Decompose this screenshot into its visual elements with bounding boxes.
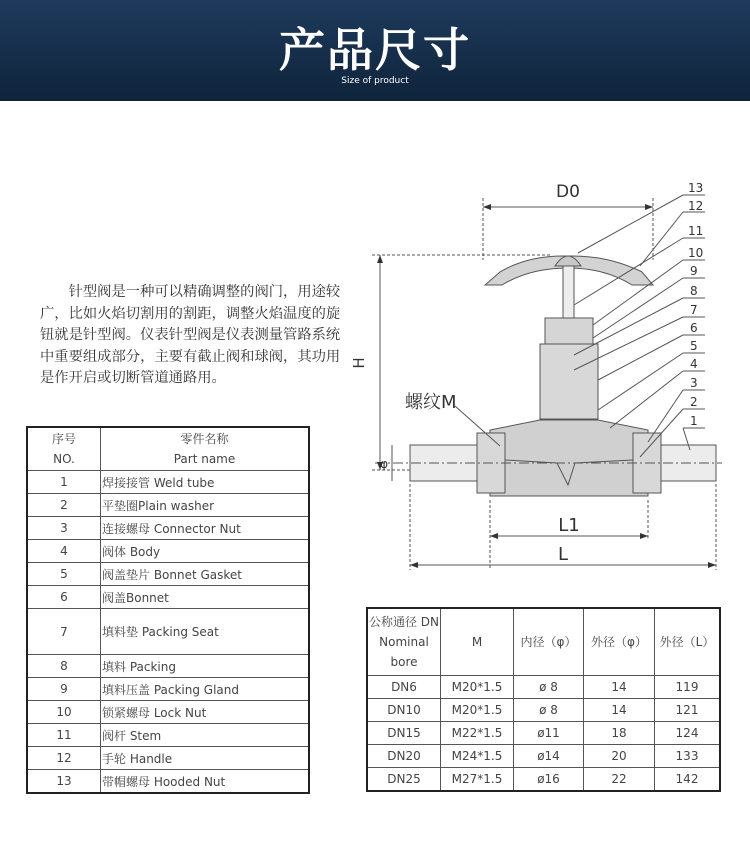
spec-header-inner: 内径（φ） bbox=[514, 608, 584, 676]
part-no: 1 bbox=[27, 471, 101, 494]
spec-header-outer: 外径（φ） bbox=[584, 608, 655, 676]
callout-6: 6 bbox=[690, 321, 698, 335]
part-no: 10 bbox=[27, 701, 101, 724]
part-no: 11 bbox=[27, 724, 101, 747]
spec-header-length: 外径（L） bbox=[655, 608, 721, 676]
cell-inner: ø16 bbox=[514, 768, 584, 792]
cell-inner: ø 8 bbox=[514, 676, 584, 699]
l-arrow-right bbox=[708, 562, 716, 568]
cell-inner: ø 8 bbox=[514, 699, 584, 722]
cell-dn: DN20 bbox=[367, 745, 441, 768]
cell-inner: ø14 bbox=[514, 745, 584, 768]
table-row bbox=[27, 517, 309, 540]
part-no: 13 bbox=[27, 770, 101, 794]
cell-inner: ø11 bbox=[514, 722, 584, 745]
intro-paragraph: 针型阀是一种可以精确调整的阀门，用途较广，比如火焰切割用的割距，调整火焰温度的旋钮就是针型阀。仪表针型阀是仪表测量管路系统中重要组成部分，主要有截止阀和球阀，其功用是作开启或切断管道通路用。 bbox=[40, 284, 341, 386]
part-no: 5 bbox=[27, 563, 101, 586]
l1-arrow-right bbox=[640, 533, 648, 539]
part-name: 阀盖Bonnet bbox=[101, 586, 310, 609]
spec-header-m: M bbox=[441, 608, 514, 676]
cell-length: 121 bbox=[655, 699, 721, 722]
table-row bbox=[27, 724, 309, 747]
header-dn-line2: Nominal bbox=[379, 635, 429, 649]
page-title: 产品尺寸 bbox=[279, 23, 471, 77]
cell-length: 124 bbox=[655, 722, 721, 745]
part-name: 阀杆 Stem bbox=[101, 724, 310, 747]
table-row bbox=[27, 678, 309, 701]
cell-outer: 14 bbox=[584, 699, 655, 722]
part-name: 填料垫 Packing Seat bbox=[101, 609, 310, 655]
part-name: 阀盖垫片 Bonnet Gasket bbox=[101, 563, 310, 586]
part-name: 平垫圈Plain washer bbox=[101, 494, 310, 517]
table-row bbox=[27, 540, 309, 563]
cell-m: M22*1.5 bbox=[441, 722, 514, 745]
part-name: 焊接接管 Weld tube bbox=[101, 471, 310, 494]
cell-dn: DN25 bbox=[367, 768, 441, 792]
callout-line bbox=[610, 371, 683, 428]
table-row bbox=[27, 655, 309, 678]
l1-label: L1 bbox=[558, 515, 580, 536]
cell-dn: DN6 bbox=[367, 676, 441, 699]
part-no: 6 bbox=[27, 586, 101, 609]
callout-3: 3 bbox=[690, 376, 698, 390]
callout-13: 13 bbox=[688, 181, 704, 195]
cell-outer: 14 bbox=[584, 676, 655, 699]
cell-dn: DN15 bbox=[367, 722, 441, 745]
part-no: 2 bbox=[27, 494, 101, 517]
table-row bbox=[367, 745, 720, 768]
callout-line bbox=[598, 335, 683, 380]
part-no: 7 bbox=[27, 609, 101, 655]
callout-line bbox=[578, 195, 683, 253]
table-row bbox=[27, 586, 309, 609]
header-banner bbox=[0, 0, 750, 101]
callout-line bbox=[593, 278, 683, 338]
cell-length: 142 bbox=[655, 768, 721, 792]
bonnet bbox=[540, 344, 598, 419]
table-row bbox=[367, 699, 720, 722]
h-label: H bbox=[350, 357, 368, 369]
cell-outer: 18 bbox=[584, 722, 655, 745]
cell-dn: DN10 bbox=[367, 699, 441, 722]
table-row bbox=[27, 471, 309, 494]
table-row bbox=[367, 722, 720, 745]
table-row bbox=[27, 494, 309, 517]
l-arrow-left bbox=[410, 562, 418, 568]
d0-label: D0 bbox=[556, 182, 580, 202]
spec-header-dn bbox=[367, 608, 441, 676]
callout-line bbox=[648, 390, 683, 442]
callout-7: 7 bbox=[690, 303, 698, 317]
header-name-cn: 零件名称 bbox=[180, 432, 229, 446]
header-dn-line3: bore bbox=[390, 655, 418, 669]
header-no-en: NO. bbox=[53, 452, 75, 466]
callout-2: 2 bbox=[690, 395, 698, 409]
table-row bbox=[27, 701, 309, 724]
table-row bbox=[27, 770, 309, 794]
d0-arrow-right bbox=[645, 204, 653, 210]
phi-label: φ bbox=[380, 457, 388, 471]
parts-table bbox=[26, 426, 310, 794]
part-name: 填料压盖 Packing Gland bbox=[101, 678, 310, 701]
table-row bbox=[27, 747, 309, 770]
table-row bbox=[27, 563, 309, 586]
callout-9: 9 bbox=[690, 264, 698, 278]
part-no: 12 bbox=[27, 747, 101, 770]
part-name: 填料 Packing bbox=[101, 655, 310, 678]
spec-table-header bbox=[367, 608, 720, 676]
callout-4: 4 bbox=[690, 357, 698, 371]
cell-outer: 22 bbox=[584, 768, 655, 792]
valve-body bbox=[490, 420, 648, 496]
callout-10: 10 bbox=[688, 246, 704, 260]
table-row bbox=[27, 609, 309, 655]
header-no-cn: 序号 bbox=[51, 432, 76, 446]
spec-table bbox=[366, 607, 721, 792]
table-row bbox=[367, 768, 720, 792]
parts-table-header bbox=[27, 427, 309, 471]
cell-m: M24*1.5 bbox=[441, 745, 514, 768]
callout-8: 8 bbox=[690, 284, 698, 298]
cell-length: 133 bbox=[655, 745, 721, 768]
callout-1: 1 bbox=[690, 414, 698, 428]
cell-m: M20*1.5 bbox=[441, 676, 514, 699]
parts-header-name bbox=[101, 427, 310, 471]
callout-line bbox=[640, 212, 683, 266]
part-name: 连接螺母 Connector Nut bbox=[101, 517, 310, 540]
part-name: 带帽螺母 Hooded Nut bbox=[101, 770, 310, 794]
callout-11: 11 bbox=[688, 224, 704, 238]
cell-m: M20*1.5 bbox=[441, 699, 514, 722]
table-row bbox=[367, 676, 720, 699]
part-no: 9 bbox=[27, 678, 101, 701]
page-subtitle: Size of product bbox=[341, 76, 409, 86]
l1-arrow-left bbox=[490, 533, 498, 539]
part-name: 锁紧螺母 Lock Nut bbox=[101, 701, 310, 724]
part-no: 4 bbox=[27, 540, 101, 563]
cell-outer: 20 bbox=[584, 745, 655, 768]
callout-12: 12 bbox=[688, 199, 704, 213]
parts-header-no bbox=[27, 427, 101, 471]
thread-label: 螺纹M bbox=[405, 392, 457, 413]
l-label: L bbox=[557, 544, 569, 565]
cell-length: 119 bbox=[655, 676, 721, 699]
callout-5: 5 bbox=[690, 339, 698, 353]
part-no: 8 bbox=[27, 655, 101, 678]
valve-drawing bbox=[350, 180, 730, 585]
cell-m: M27*1.5 bbox=[441, 768, 514, 792]
h-arrow-top bbox=[377, 255, 383, 263]
d0-arrow-left bbox=[483, 204, 491, 210]
header-name-en: Part name bbox=[173, 452, 236, 466]
header-dn-line1: 公称通径 DN bbox=[368, 615, 440, 629]
part-name: 手轮 Handle bbox=[101, 747, 310, 770]
part-name: 阀体 Body bbox=[101, 540, 310, 563]
part-no: 3 bbox=[27, 517, 101, 540]
packing-gland bbox=[545, 318, 593, 344]
